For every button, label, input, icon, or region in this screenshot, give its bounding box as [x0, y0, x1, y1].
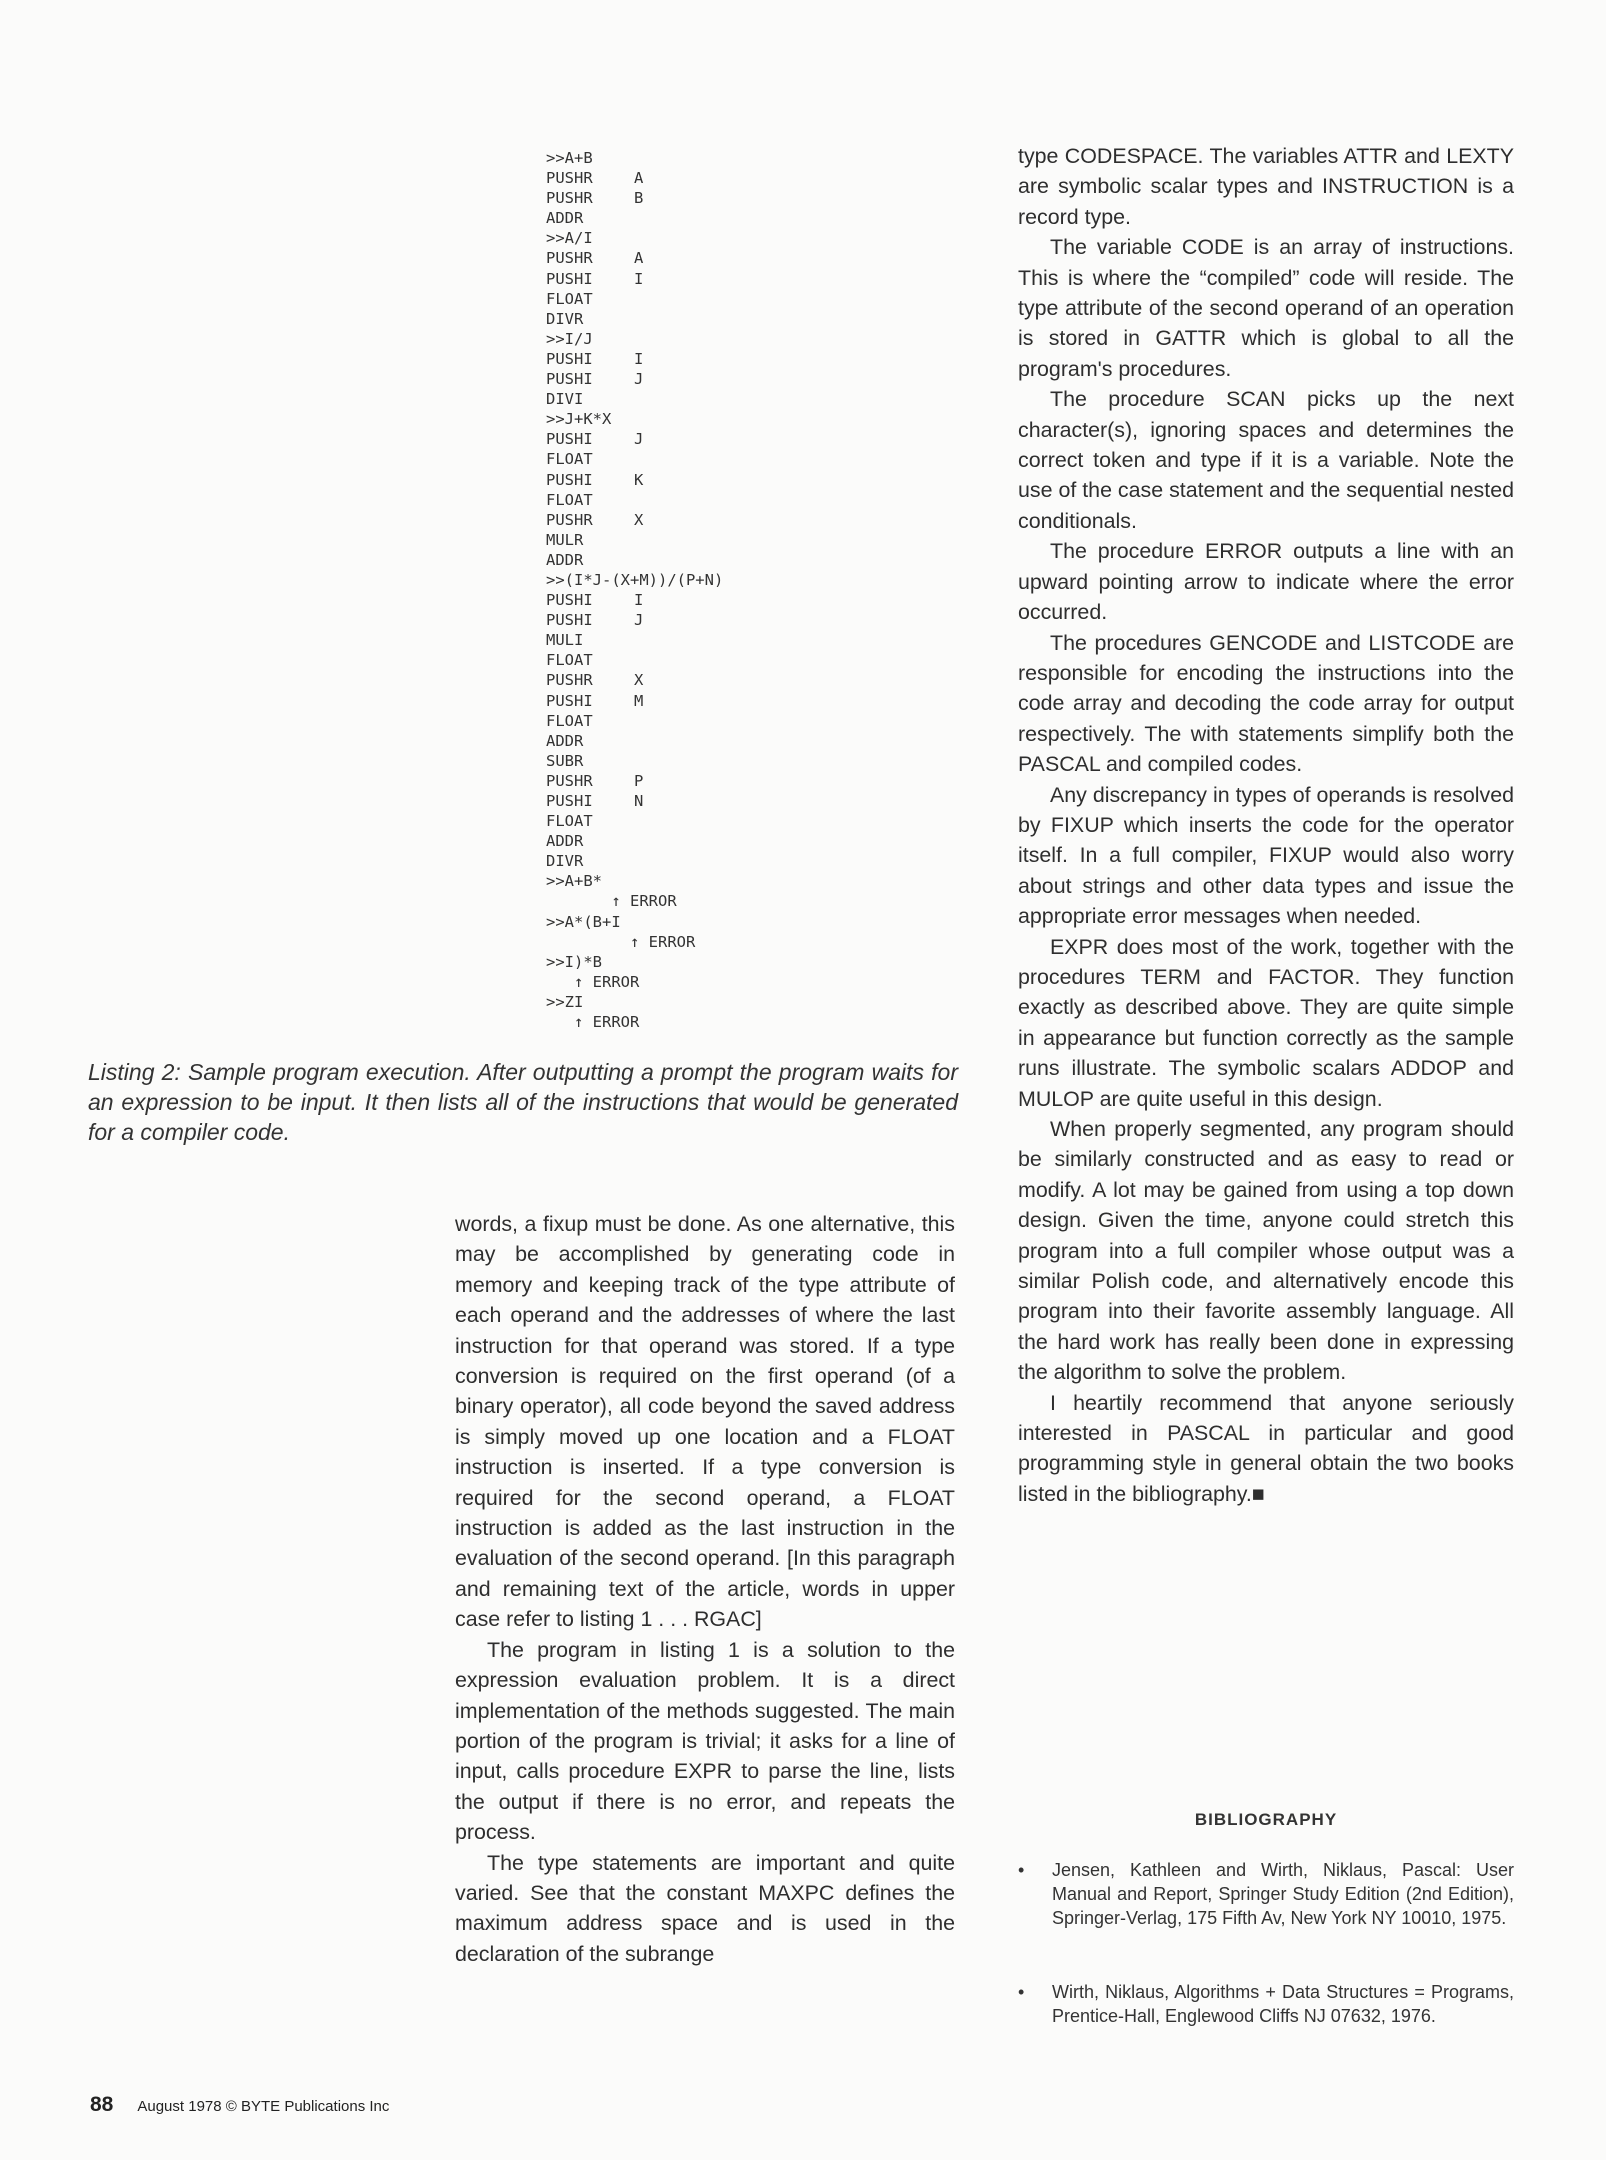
listing-arg: A: [634, 169, 644, 188]
listing-op: ↑ ERROR: [546, 892, 677, 911]
listing-line: [546, 590, 723, 610]
listing-op: PUSHI: [546, 691, 593, 710]
listing-line: [546, 248, 723, 268]
listing-op: FLOAT: [546, 450, 593, 469]
listing-line: [546, 851, 723, 871]
listing-op: >>A+B: [546, 149, 593, 167]
listing-line: [546, 992, 723, 1012]
listing-op: PUSHI: [546, 470, 593, 489]
paragraph: When properly segmented, any program should be similarly constructed and as easy to read or modify. A lot may be gained from using a top down design. Given the time, anyone could stretch this program into a full compiler whose output was a similar Polish code, and alternatively encode this program into their favorite assembly language. All the hard work has really been done in expressing the algorithm to solve the problem.: [1018, 1117, 1514, 1385]
paragraph: The procedure ERROR outputs a line with an upward pointing arrow to indicate where the error occurred.: [1018, 539, 1514, 625]
listing-line: [546, 309, 723, 329]
listing-line: [546, 691, 723, 711]
listing-op: FLOAT: [546, 651, 593, 670]
listing-arg: J: [634, 611, 644, 630]
listing-arg: K: [634, 470, 644, 489]
middle-column: [455, 1209, 955, 1969]
listing-line: [546, 490, 723, 510]
listing-line: [546, 449, 723, 469]
listing-arg: X: [634, 671, 644, 690]
listing-op: PUSHI: [546, 792, 593, 810]
listing-line: [546, 208, 723, 228]
listing-op: ADDR: [546, 550, 584, 569]
listing-arg: I: [634, 349, 644, 368]
listing-op: MULR: [546, 530, 584, 549]
listing-op: SUBR: [546, 751, 584, 770]
listing-op: >>ZI: [546, 992, 584, 1011]
listing-arg: J: [634, 430, 644, 449]
listing-op: DIVR: [546, 852, 584, 871]
listing-line: [546, 409, 723, 429]
listing-op: MULI: [546, 631, 584, 650]
listing-line: [546, 228, 723, 248]
listing-line: [546, 912, 723, 932]
listing-line: [546, 269, 723, 289]
listing-arg: I: [634, 591, 644, 610]
listing-op: PUSHI: [546, 611, 593, 630]
paragraph: EXPR does most of the work, together with the procedures TERM and FACTOR. They function exactly as described above. They are quite simple in appearance but function correctly as the sample runs illustrate. The symbolic scalars ADDOP and MULOP are quite useful in this design.: [1018, 934, 1514, 1111]
listing-op: PUSHI: [546, 430, 593, 449]
listing-op: DIVR: [546, 309, 584, 328]
listing-op: FLOAT: [546, 812, 593, 831]
listing-op: PUSHR: [546, 771, 593, 790]
listing-arg: M: [634, 691, 644, 710]
paragraph: The type statements are important and quite varied. See that the constant MAXPC defines the maximum address space and is used in the declaration of the subrange: [455, 1850, 955, 1966]
listing-op: PUSHR: [546, 510, 593, 529]
listing-line: [546, 550, 723, 570]
listing-arg: X: [634, 510, 644, 529]
listing-op: ↑ ERROR: [546, 1013, 640, 1032]
listing-op: >>A/I: [546, 229, 593, 248]
listing-op: FLOAT: [546, 289, 593, 308]
listing-line: [546, 751, 723, 771]
listing-op: >>I/J: [546, 329, 593, 348]
listing-line: [546, 349, 723, 369]
listing-line: [546, 831, 723, 851]
listing-line: [546, 188, 723, 208]
paragraph: I heartily recommend that anyone seriously interested in PASCAL in particular and good programming style in general obtain the two books listed in the bibliography.■: [1018, 1390, 1514, 1506]
listing-op: ↑ ERROR: [546, 972, 640, 991]
listing-arg: N: [634, 792, 644, 810]
listing-line: [546, 871, 723, 891]
listing-arg: P: [634, 771, 644, 790]
listing-line: [546, 369, 723, 389]
listing-line: [546, 811, 723, 831]
bibliography-text: Wirth, Niklaus, Algorithms + Data Structures = Programs, Prentice-Hall, Englewood Cliffs NJ 07632, 1976.: [1052, 1982, 1514, 2026]
page-number: 88: [90, 2093, 114, 2116]
bibliography-item: [1018, 1858, 1514, 1930]
bullet-icon: •: [1018, 1982, 1025, 2002]
program-listing: [546, 148, 723, 1032]
listing-line: [546, 168, 723, 188]
listing-op: PUSHI: [546, 349, 593, 368]
listing-op: PUSHR: [546, 671, 593, 690]
page-footer: [90, 2093, 389, 2117]
listing-line: [546, 891, 723, 911]
listing-line: [546, 972, 723, 992]
listing-line: [546, 570, 723, 590]
listing-line: [546, 289, 723, 309]
listing-caption: Listing 2: Sample program execution. After outputting a prompt the program waits for an expression to be input. It then lists all of the instructions that would be generated for a compiler code.: [88, 1059, 958, 1145]
listing-op: PUSHR: [546, 189, 593, 208]
listing-line: [546, 731, 723, 751]
listing-arg: A: [634, 249, 644, 268]
listing-op: >>(I*J-(X+M))/(P+N): [546, 570, 724, 589]
listing-op: >>J+K*X: [546, 410, 612, 429]
listing-line: [546, 148, 723, 168]
paragraph: type CODESPACE. The variables ATTR and LEXTY are symbolic scalar types and INSTRUCTION is a record type.: [1018, 144, 1514, 229]
bibliography-text: Jensen, Kathleen and Wirth, Niklaus, Pascal: User Manual and Report, Springer Study Edition (2nd Edition), Springer-Verlag, 175 Fifth Av, New York NY 10010, 1975.: [1052, 1860, 1514, 1928]
listing-op: PUSHI: [546, 370, 593, 389]
bibliography-heading: BIBLIOGRAPHY: [1194, 1810, 1338, 1829]
listing-line: [546, 771, 723, 791]
listing-op: >>A*(B+I: [546, 912, 621, 931]
listing-line: [546, 429, 723, 449]
listing-op: DIVI: [546, 390, 584, 409]
listing-op: >>I)*B: [546, 952, 602, 971]
right-column: [1018, 141, 1514, 1509]
listing-op: ADDR: [546, 832, 584, 851]
listing-op: FLOAT: [546, 711, 593, 730]
listing-line: [546, 630, 723, 650]
listing-line: [546, 610, 723, 630]
paragraph: The procedure SCAN picks up the next character(s), ignoring spaces and determines the correct token and type if it is a variable. Note the use of the case statement and the sequential nested conditionals.: [1018, 387, 1514, 533]
paragraph: The procedures GENCODE and LISTCODE are responsible for encoding the instructions into the code array and decoding the code array for output respectively. The with statements simplify both the PASCAL and compiled codes.: [1018, 630, 1514, 777]
listing-line: [546, 1012, 723, 1032]
listing-arg: I: [634, 269, 644, 288]
paragraph: words, a fixup must be done. As one alternative, this may be accomplished by generating code in memory and keeping track of the type attribute of each operand and the addresses of where the last instruction for that operand was stored. If a type conversion is required on the first operand (of a binary operator), all code beyond the saved address is simply moved up one location and a FLOAT instruction is inserted. If a type conversion is required for the second operand, a FLOAT instruction is added as the last instruction in the evaluation of the second operand. [In this paragraph and remaining text of the article, words in upper case refer to listing 1 . . . RGAC]: [455, 1212, 955, 1632]
paragraph: The variable CODE is an array of instructions. This is where the “compiled” code will reside. The type attribute of the second operand of an operation is stored in GATTR which is global to all the program's procedures.: [1018, 235, 1514, 381]
listing-op: ADDR: [546, 731, 584, 750]
listing-op: ↑ ERROR: [546, 932, 696, 951]
listing-line: [546, 650, 723, 670]
listing-arg: J: [634, 370, 644, 389]
listing-op: ADDR: [546, 209, 584, 228]
listing-line: [546, 711, 723, 731]
publication-credit: August 1978 © BYTE Publications Inc: [137, 2098, 390, 2115]
listing-line: [546, 470, 723, 490]
listing-line: [546, 791, 723, 811]
listing-op: >>A+B*: [546, 872, 602, 891]
listing-line: [546, 952, 723, 972]
listing-line: [546, 670, 723, 690]
listing-line: [546, 530, 723, 550]
listing-op: PUSHI: [546, 269, 593, 288]
listing-line: [546, 329, 723, 349]
bullet-icon: •: [1018, 1860, 1025, 1880]
listing-line: [546, 389, 723, 409]
listing-arg: B: [634, 189, 644, 208]
listing-line: [546, 510, 723, 530]
paragraph: Any discrepancy in types of operands is resolved by FIXUP which inserts the code for the operator itself. In a full compiler, FIXUP would also worry about strings and other data types and issue the appropriate error messages when needed.: [1018, 782, 1514, 929]
listing-op: FLOAT: [546, 490, 593, 509]
listing-op: PUSHR: [546, 249, 593, 268]
listing-op: PUSHR: [546, 169, 593, 188]
listing-line: [546, 932, 723, 952]
paragraph: The program in listing 1 is a solution to the expression evaluation problem. It is a direct implementation of the methods suggested. The main portion of the program is trivial; it asks for a line of input, calls procedure EXPR to parse the line, lists the output if there is no error, and repeats the process.: [455, 1637, 955, 1845]
listing-op: PUSHI: [546, 591, 593, 610]
bibliography-item: [1018, 1980, 1514, 2028]
